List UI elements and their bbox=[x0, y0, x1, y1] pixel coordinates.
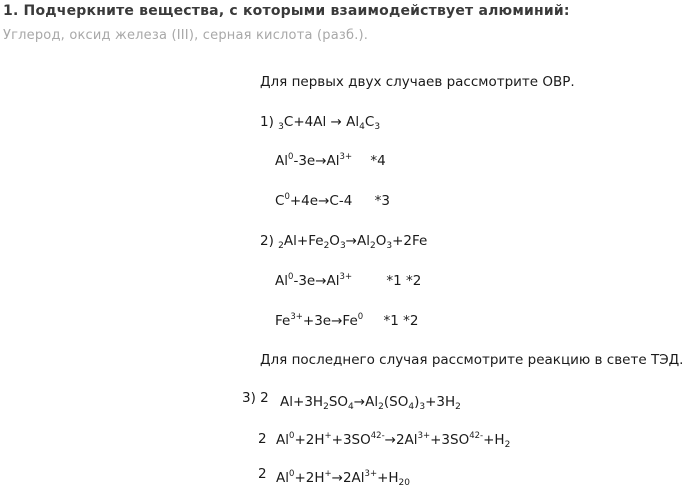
reaction-2-half-2 bbox=[275, 313, 418, 329]
reaction-1-half-1 bbox=[275, 153, 386, 169]
reaction-2-label: 2) bbox=[260, 233, 274, 249]
ovr-intro: Для первых двух случаев рассмотрите ОВР. bbox=[260, 74, 575, 90]
coefficient: *1 *2 bbox=[383, 313, 419, 329]
formula: $Al^0+2H^++3SO^{42-}\to 2Al^{3+}+3SO^{42-}+H_2$ bbox=[276, 431, 511, 450]
reaction-2-half-1 bbox=[275, 273, 421, 289]
formula: $Al+3H_2SO_4\to Al_2(SO_4)_3+3H_2$ bbox=[280, 394, 461, 412]
coefficient: *4 bbox=[370, 153, 386, 169]
formula: $_2Al+Fe_2O_3\to Al_2O_3+2Fe$ bbox=[278, 233, 428, 251]
reaction-3-molecular bbox=[280, 394, 461, 410]
formula: $Al^0+2H^+\to 2Al^{3+}+H_{20}$ bbox=[276, 469, 410, 488]
coefficient: *1 *2 bbox=[386, 273, 422, 289]
reaction-3-full-ionic-coef: 2 bbox=[258, 431, 267, 447]
formula: $_3C+4Al \to Al_4C_3$ bbox=[278, 114, 381, 132]
formula: $Al^0-3e\to Al^{3+}$ bbox=[275, 272, 353, 289]
reaction-3-full-ionic bbox=[276, 432, 510, 448]
reaction-1-half-2 bbox=[275, 193, 390, 209]
reaction-1-equation bbox=[260, 114, 380, 130]
reaction-3-short-ionic-coef: 2 bbox=[258, 466, 267, 482]
ted-intro: Для последнего случая рассмотрите реакцию в свете ТЭД. bbox=[260, 352, 684, 368]
formula: $Al^0-3e\to Al^{3+}$ bbox=[275, 152, 353, 169]
formula: $Fe^{3+}+3e\to Fe^0$ bbox=[275, 312, 364, 329]
reaction-3-label: 3) 2 bbox=[242, 390, 269, 406]
reaction-3-short-ionic bbox=[276, 470, 410, 486]
reaction-1-label: 1) bbox=[260, 114, 274, 130]
reaction-2-equation bbox=[260, 233, 427, 249]
coefficient: *3 bbox=[374, 193, 390, 209]
given-substances: Углерод, оксид железа (III), серная кислота (разб.). bbox=[3, 28, 369, 43]
question-heading: 1. Подчеркните вещества, с которыми взаимодействует алюминий: bbox=[3, 3, 570, 19]
formula: $C^0+4e\to C-4$ bbox=[275, 192, 353, 209]
